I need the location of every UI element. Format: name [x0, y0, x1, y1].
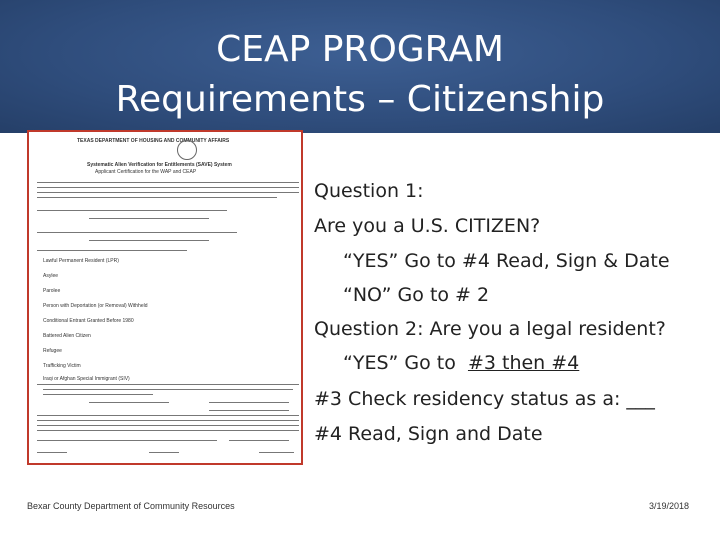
doc-text-line — [37, 452, 67, 453]
doc-heading: TEXAS DEPARTMENT OF HOUSING AND COMMUNITY AFFAIRS — [77, 138, 230, 144]
doc-option: Person with Deportation (or Removal) Withheld — [43, 303, 148, 309]
doc-text-line — [37, 197, 277, 198]
question-1-text: Are you a U.S. CITIZEN? — [314, 215, 541, 237]
doc-date-line — [209, 410, 289, 411]
doc-text-line — [37, 187, 299, 188]
doc-form-subtitle: Applicant Certification for the WAP and CEAP — [95, 169, 197, 175]
state-seal-icon — [177, 140, 197, 160]
doc-option: Conditional Entrant Granted Before 1980 — [43, 318, 134, 324]
doc-text-line — [37, 415, 299, 416]
doc-text-line — [37, 430, 299, 431]
doc-text-line — [37, 210, 227, 211]
doc-option: Asylee — [43, 273, 59, 279]
question-2: Question 2: Are you a legal resident? — [314, 318, 666, 340]
question-2-yes-link: #3 then #4 — [467, 352, 580, 374]
doc-text-line — [37, 182, 299, 183]
doc-option: Refugee — [43, 348, 62, 354]
doc-text-line — [89, 218, 209, 219]
doc-text-line — [37, 192, 299, 193]
doc-text-line — [37, 440, 217, 441]
footer-organization: Bexar County Department of Community Resources — [27, 501, 235, 511]
doc-text-line — [229, 440, 289, 441]
doc-text-line — [37, 250, 187, 251]
form-document-image — [27, 130, 303, 465]
footer-date: 3/19/2018 — [649, 501, 690, 511]
doc-form-title: Systematic Alien Verification for Entitlements (SAVE) System — [87, 162, 232, 168]
step-4: #4 Read, Sign and Date — [314, 423, 543, 445]
doc-text-line — [89, 240, 209, 241]
doc-option: Parolee — [43, 288, 61, 294]
doc-text-line — [37, 425, 299, 426]
doc-signature-line — [89, 402, 169, 403]
doc-option: Iraqi or Afghan Special Immigrant (SIV) — [43, 376, 130, 382]
question-2-yes-prefix: “YES” Go to — [343, 352, 468, 374]
doc-text-line — [149, 452, 179, 453]
doc-text-line — [37, 232, 237, 233]
slide-title-line1: CEAP PROGRAM — [216, 29, 504, 70]
doc-text-line — [259, 452, 294, 453]
title-banner — [0, 0, 720, 133]
doc-option: Battered Alien Citizen — [43, 333, 91, 339]
doc-text-line — [37, 384, 299, 385]
step-3: #3 Check residency status as a: ___ — [314, 388, 655, 410]
doc-text-line — [43, 394, 153, 395]
doc-text-line — [43, 389, 293, 390]
doc-option: Lawful Permanent Resident (LPR) — [43, 258, 119, 264]
doc-signature-line — [209, 402, 289, 403]
doc-option: Trafficking Victim — [43, 363, 81, 369]
question-1-yes: “YES” Go to #4 Read, Sign & Date — [343, 250, 670, 272]
slide-title-line2: Requirements – Citizenship — [115, 79, 605, 120]
question-1-no: “NO” Go to # 2 — [343, 284, 490, 306]
doc-text-line — [37, 420, 299, 421]
question-2-yes — [343, 350, 579, 376]
question-1-label: Question 1: — [314, 180, 424, 202]
